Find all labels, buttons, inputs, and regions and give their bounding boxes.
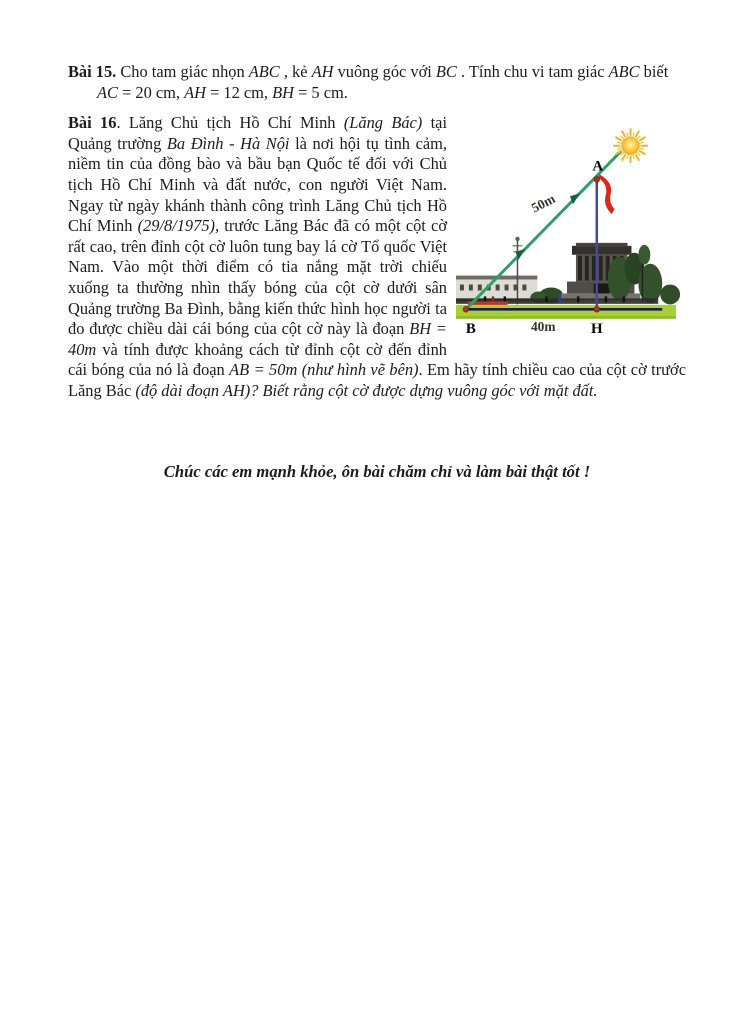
label-b: B [465,321,476,338]
text-run: AB = 50m (như hình vẽ bên) [229,360,419,380]
problem-15-line1 [68,62,686,83]
text-run: tại Quảng trường [68,113,448,153]
text-run: biết [639,62,669,81]
text-run: = 12 cm, [205,82,273,102]
sun-icon [613,129,648,164]
text-run: Cho tam giác nhọn [116,62,249,81]
mausoleum-roof-top [576,243,628,247]
problem-16-paragraph [68,113,686,401]
document-content [0,0,753,482]
text-run: , kẻ [279,62,312,81]
text-run: Bài 16 [68,113,117,133]
problem-16-figure [456,119,686,337]
label-50m: 50m [528,191,558,216]
text-run: = 5 cm. [293,82,348,102]
text-run: và tính được khoảng cách từ đỉnh cột cờ đến đỉnh cái bóng của nó là đoạn [68,339,447,380]
grass-strip-shade [456,316,676,318]
flagpole-shadow-diagram [456,119,686,337]
sun-disc [622,137,640,155]
text-run: AC [97,82,118,102]
text-run: ABC [608,62,640,81]
point-b-dot [463,307,469,313]
point-a-dot [594,177,600,183]
text-run: là nơi hội tụ tình cảm, niềm tin của đồng bào và bầu bạn Quốc tế đối với Chủ tịch Hồ Chí Minh và đất nước, con người Việt Nam. Ngay từ ngày khánh thành công trình Lăng Chủ tịch Hồ Chí Minh [68,133,447,236]
text-run: . Lăng Chủ tịch Hồ Chí Minh [116,113,344,133]
text-run: = 20 cm, [117,82,185,102]
text-run: (độ dài đoạn AH)? Biết rằng cột cờ được dựng vuông góc với mặt đất. [135,380,598,400]
text-run: BH [272,82,294,102]
text-run: BH = 40m [68,319,447,359]
closing-message: Chúc các em mạnh khỏe, ôn bài chăm chỉ và làm bài thật tốt ! [163,461,591,481]
point-h-dot [594,307,600,313]
text-run: . Em hãy tính chiều cao của cột cờ trước Lăng Bác [68,360,686,400]
label-40m: 40m [530,319,556,335]
text-run: vuông góc với [333,62,436,81]
text-run: Ba Đình - Hà Nội [166,133,290,153]
label-h: H [590,321,603,338]
text-run: ABC [248,62,280,81]
mausoleum-roof [572,246,631,255]
tower-top [515,237,519,241]
problem-15-line2 [68,83,686,104]
label-a: A [592,158,604,175]
text-run: (Lăng Bác) [343,113,423,133]
text-run: . Tính chu vi tam giác [456,62,609,81]
text-run: AH [184,82,206,102]
text-run: (29/8/1975), [137,216,220,236]
text-run: BC [435,62,457,81]
photo-background [456,237,680,319]
text-run: trước Lăng Bác đã có một cột cờ rất cao, trên đỉnh cột cờ luôn tung bay lá cờ Tổ quốc Việt Nam. Vào một thời điểm có tia nắng mặt trời chiếu xuống ta thường nhìn thấy bóng của cột cờ dưới sân Quảng trường Ba Đình, bằng kiến thức hình học người ta đo được chiều dài cái bóng của cột cờ này là đoạn [68,216,447,339]
text-run: AH [311,62,334,81]
flag-icon [598,175,615,215]
text-run: Bài 15. [68,62,117,81]
